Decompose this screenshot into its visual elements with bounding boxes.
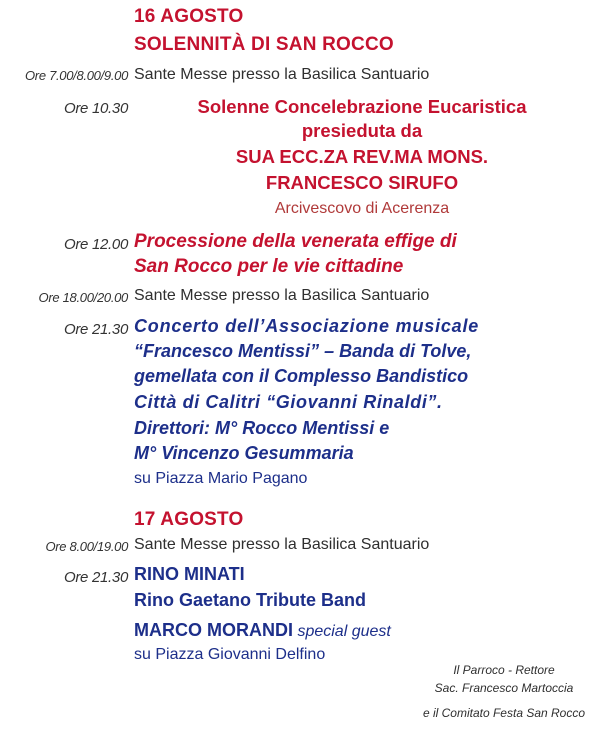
concert-line: Concerto dell’Associazione musicale [134, 316, 480, 336]
guest-line [134, 620, 391, 641]
event-time: Ore 10.30 [63, 100, 128, 117]
procession-line: San Rocco per le vie cittadine [134, 256, 404, 277]
concert-line: gemellata con il Complesso Bandistico [134, 366, 469, 386]
signature-line: e il Comitato Festa San Rocco [422, 706, 586, 720]
event-time: Ore 12.00 [63, 236, 128, 253]
day2-date: 17 AGOSTO [134, 509, 244, 530]
signature-line: Sac. Francesco Martoccia [434, 681, 574, 695]
concert-line: M° Vincenzo Gesummaria [134, 443, 354, 463]
show-location: su Piazza Giovanni Delfino [134, 646, 326, 663]
celebration-line: presieduta da [301, 120, 423, 141]
event-description: Sante Messe presso la Basilica Santuario [134, 287, 430, 304]
event-time: Ore 18.00/20.00 [38, 290, 128, 305]
day1-title: SOLENNITÀ DI SAN ROCCO [134, 34, 394, 55]
celebrant-name: FRANCESCO SIRUFO [265, 172, 459, 193]
celebrant-title: SUA ECC.ZA REV.MA MONS. [235, 146, 489, 167]
concert-line: Direttori: M° Rocco Mentissi e [134, 418, 390, 438]
celebrant-role: Arcivescovo di Acerenza [274, 200, 450, 217]
event-description: Sante Messe presso la Basilica Santuario [134, 536, 430, 553]
performer-band: Rino Gaetano Tribute Band [134, 590, 367, 610]
concert-location: su Piazza Mario Pagano [134, 470, 308, 487]
procession-line: Processione della venerata effige di [134, 231, 457, 252]
concert-line: Città di Calitri “Giovanni Rinaldi”. [134, 392, 443, 412]
guest-label: special guest [297, 623, 391, 640]
concert-line: “Francesco Mentissi” – Banda di Tolve, [134, 341, 472, 361]
signature-line: Il Parroco - Rettore [453, 663, 555, 677]
event-time: Ore 21.30 [63, 321, 128, 338]
day1-date: 16 AGOSTO [134, 6, 244, 27]
performer-name: RINO MINATI [134, 564, 245, 584]
event-time: Ore 7.00/8.00/9.00 [24, 68, 128, 83]
guest-name: MARCO MORANDI [134, 620, 293, 640]
celebration-line: Solenne Concelebrazione Eucaristica [197, 96, 527, 117]
event-time: Ore 21.30 [63, 569, 128, 586]
event-description: Sante Messe presso la Basilica Santuario [134, 66, 430, 83]
event-time: Ore 8.00/19.00 [45, 539, 128, 554]
